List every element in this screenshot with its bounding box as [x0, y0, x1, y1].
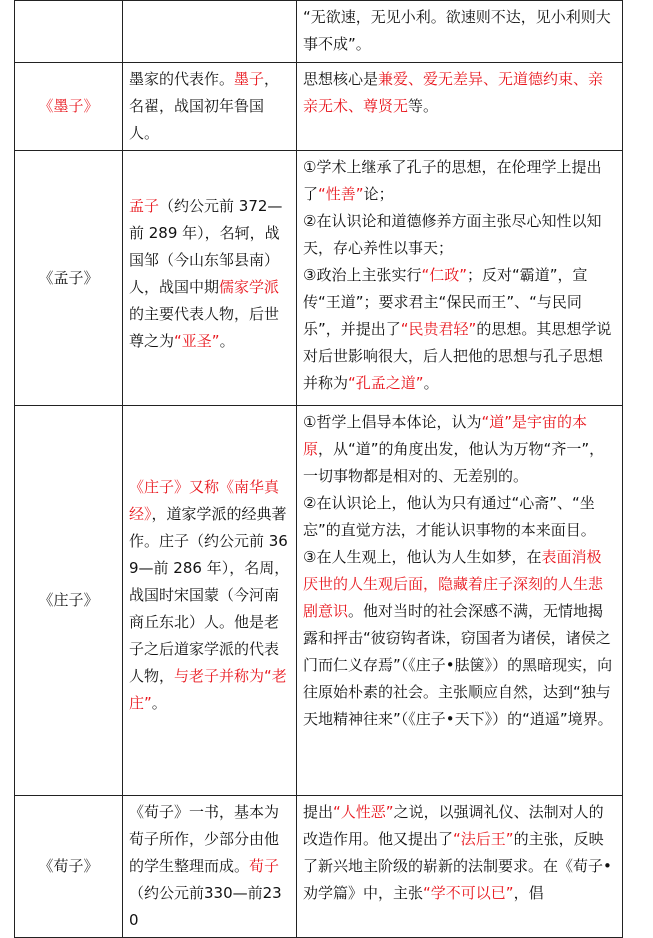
table-row	[15, 151, 623, 406]
text-segment: 。	[219, 332, 235, 350]
text-segment: ③在人生观上，他认为人生如梦，在	[303, 548, 542, 566]
text-segment: ③政治上主张实行	[303, 266, 422, 284]
thought-content-cell	[297, 63, 623, 151]
highlight-text: “人性恶”	[333, 803, 394, 821]
author-description-cell	[123, 151, 297, 406]
text-segment: 墨家的代表作。	[129, 70, 235, 88]
highlight-text: 荀子	[249, 857, 280, 875]
text-segment: 思想核心是	[303, 70, 379, 88]
author-description-cell	[123, 1, 297, 63]
text-segment: 。	[151, 694, 167, 712]
text-segment: 提出	[303, 803, 334, 821]
highlight-text: 墨子	[234, 70, 265, 88]
table-row	[15, 1, 623, 63]
highlight-text: 兼爱、爱无差异、无道德约束、亲亲无术、尊贤无	[303, 70, 604, 115]
text-segment: 之说，以强调礼仪、法制对人的改造作用。他又提出了	[303, 803, 604, 848]
book-title-cell	[15, 1, 123, 63]
author-description-cell	[123, 796, 297, 938]
author-description-cell	[123, 63, 297, 151]
highlight-text: “民贵君轻”	[400, 320, 477, 338]
thought-content-cell	[297, 796, 623, 938]
text-segment: ②在认识论上，他认为只有通过“心斋”、“坐忘”的直觉方法，才能认识事物的本来面目。	[303, 494, 596, 539]
text-segment: 的思想。其思想学说对后世影响很大，后人把他的思想与孔子思想并称为	[303, 320, 612, 392]
thought-content-cell	[297, 406, 623, 796]
author-description-cell	[123, 406, 297, 796]
text-segment: 。	[423, 374, 439, 392]
highlight-text: 孟子	[129, 197, 160, 215]
highlight-text: “性善”	[318, 185, 364, 203]
text-segment: （约公元前 372—前 289 年），名轲，战国邹（今山东邹县南）人，战国中期	[129, 197, 283, 296]
highlight-text: “孔孟之道”	[348, 374, 424, 392]
highlight-text: 《庄子》又称《南华真经》	[129, 478, 280, 523]
book-title-cell: 《庄子》	[15, 406, 123, 796]
highlight-text: “学不可以已”	[423, 884, 514, 902]
text-segment: 的主张，反映了新兴地主阶级的崭新的法制要求。在《荀子•劝学篇》中，主张	[303, 830, 612, 902]
text-segment: ①学术上继承了孔子的思想，在伦理学上提出了	[303, 158, 602, 203]
thought-content-cell	[297, 151, 623, 406]
text-segment: ①哲学上倡导本体论，认为	[303, 413, 482, 431]
text-segment: 《荀子》一书，基本为荀子所作，少部分由他的学生整理而成。	[129, 803, 280, 875]
text-segment: ，从“道”的角度出发，他认为万物“齐一”，一切事物都是相对的、无差别的。	[303, 440, 605, 485]
highlight-text: “法后王”	[453, 830, 514, 848]
book-title-cell: 《墨子》	[15, 63, 123, 151]
text-segment: ，倡	[513, 884, 544, 902]
highlight-text: “仁政”	[421, 266, 467, 284]
table-row	[15, 406, 623, 796]
text-segment: 的主要代表人物，后世尊之为	[129, 305, 280, 350]
book-title-cell: 《孟子》	[15, 151, 123, 406]
book-title-cell: 《荀子》	[15, 796, 123, 938]
philosophy-table	[14, 0, 623, 938]
table-row	[15, 796, 623, 938]
highlight-text: “道”是宇宙的本原	[303, 413, 587, 458]
text-segment: ，名翟，战国初年鲁国人。	[129, 70, 280, 142]
text-segment: ；反对“霸道”，宣传“王道”；要求君主“保民而王”、“与民同乐”，并提出了	[303, 266, 588, 338]
highlight-text: 儒家学派	[219, 278, 280, 296]
text-segment: 论；	[363, 185, 394, 203]
text-segment: 。他对当时的社会深感不满，无情地揭露和抨击“彼窃钩者诛，窃国者为诸侯，诸侯之门而仁义存焉”（《庄子•胠箧》）的黑暗现实，向往原始朴素的社会。主张顺应自然，达到“独与天地精神往来”（《庄子•天下》）的“逍遥”境界。	[303, 602, 613, 728]
highlight-text: 与老子并称为“老庄”	[129, 667, 287, 712]
text-segment: ，道家学派的经典著作。庄子（约公元前 369—前 286 年），名周，战国时宋国蒙（今河南商丘东北）人。他是老子之后道家学派的代表人物，	[129, 505, 290, 685]
table-row	[15, 63, 623, 151]
text-segment: 等。	[408, 97, 439, 115]
highlight-text: “亚圣”	[174, 332, 220, 350]
thought-content-cell	[297, 1, 623, 63]
text-segment: ②在认识论和道德修养方面主张尽心知性以知天，存心养性以事天；	[303, 212, 602, 257]
highlight-text: 表面消极厌世的人生观后面，隐藏着庄子深刻的人生悲剧意识	[303, 548, 604, 620]
text-segment: （约公元前330—前230	[129, 884, 282, 929]
text-segment: “无欲速，无见小利。欲速则不达，见小利则大事不成”。	[303, 8, 611, 53]
